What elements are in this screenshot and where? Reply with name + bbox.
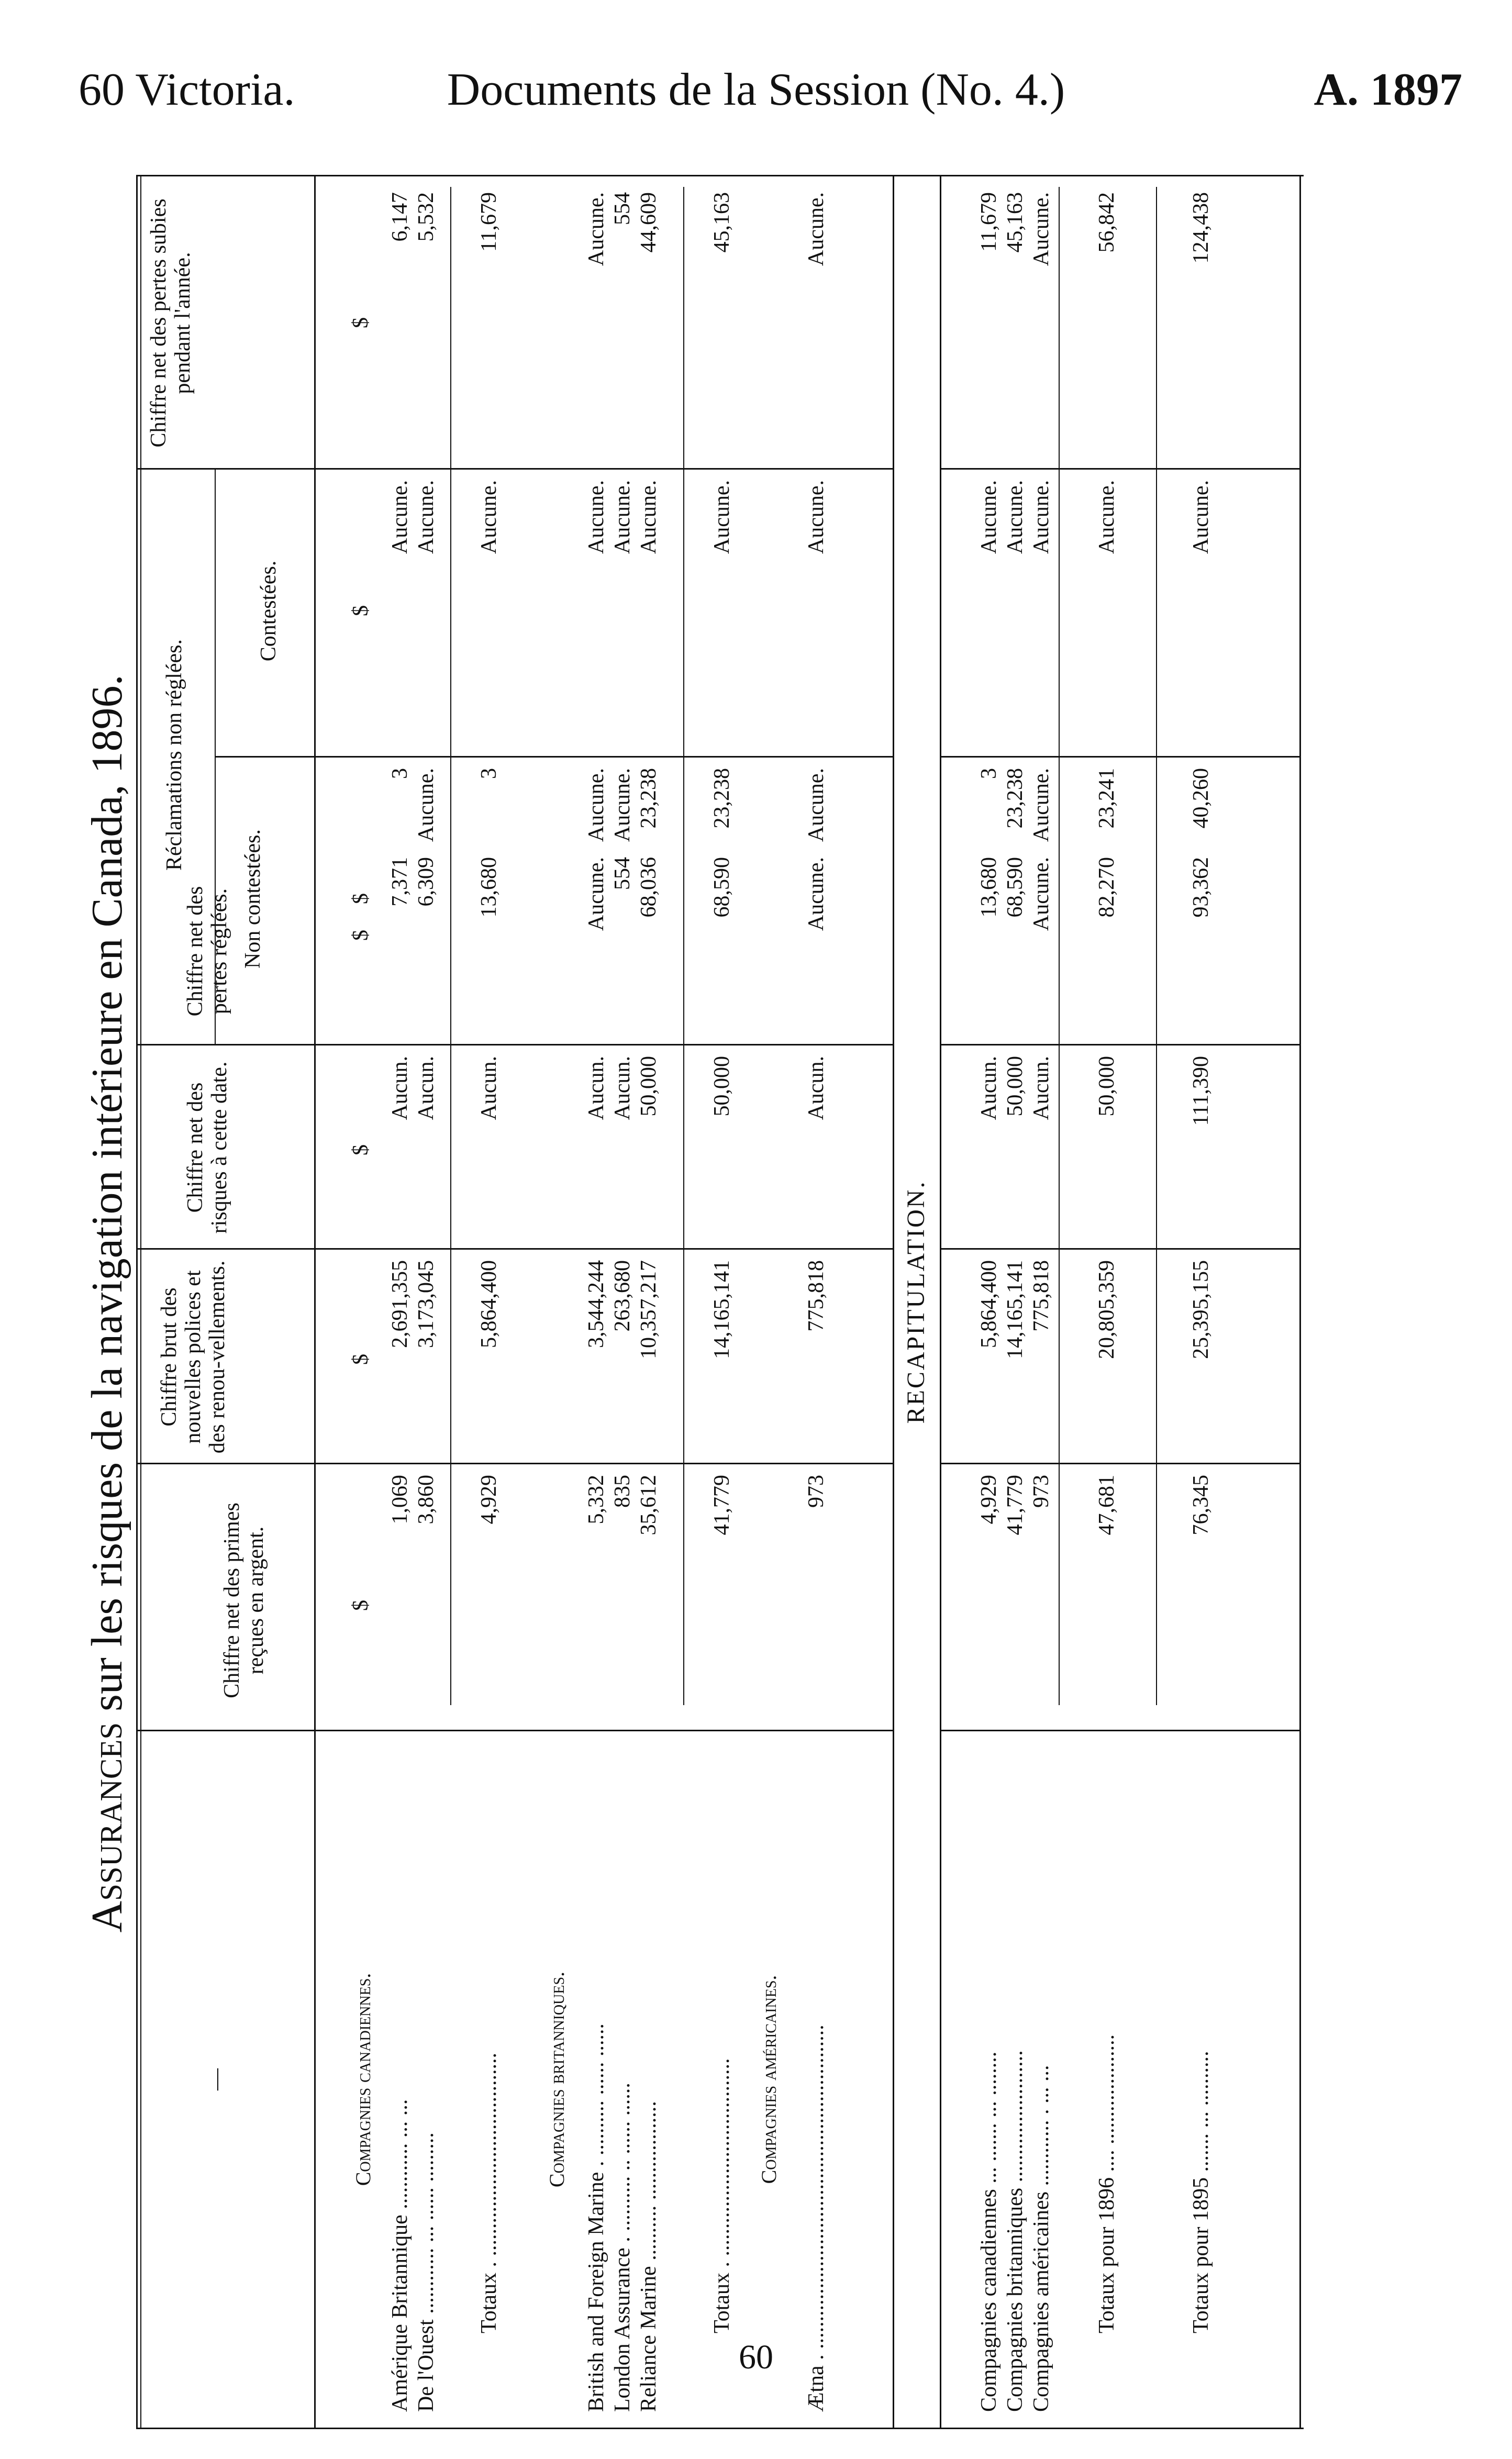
col-header-risques: Chiffre net des risques à cette date. bbox=[183, 1061, 231, 1234]
section-canadiennes: Compagnies canadiennes. bbox=[351, 1973, 375, 2186]
dot-leader: ....... ... .......... bbox=[1189, 2051, 1213, 2172]
cell-annee: 124,438 bbox=[1189, 192, 1213, 264]
page-number: 60 bbox=[739, 2338, 773, 2376]
cell-cont: Aucune. bbox=[414, 480, 438, 554]
col-rule-5 bbox=[215, 756, 893, 758]
col-header-pertes-annee: Chiffre net des pertes subies pendant l'année. bbox=[147, 198, 195, 448]
cell-cont: Aucune. bbox=[710, 480, 734, 554]
cell-noncont: 23,241 bbox=[1095, 768, 1119, 829]
currency-non-contestees: $ bbox=[349, 893, 373, 904]
cell-noncont: Aucune. bbox=[1029, 768, 1053, 842]
cell-annee: Aucune. bbox=[584, 192, 608, 266]
row-label-text: Compagnies américaines bbox=[1029, 2191, 1053, 2412]
rule-bottom bbox=[1299, 176, 1301, 2428]
cell-primes: 76,345 bbox=[1189, 1475, 1213, 1536]
dot-leader: . ..................................... bbox=[477, 2052, 501, 2267]
cell-primes: 47,681 bbox=[1095, 1475, 1119, 1536]
row-label-text: Compagnies britanniques bbox=[1003, 2187, 1027, 2412]
cell-risques: Aucun. bbox=[977, 1056, 1001, 1120]
cell-pertes: Aucune. bbox=[1029, 857, 1053, 931]
cell-primes: 35,612 bbox=[637, 1475, 661, 1536]
cell-cont: Aucune. bbox=[1003, 480, 1027, 554]
cell-noncont: Aucune. bbox=[414, 768, 438, 842]
dot-leader: . ........................................................... bbox=[804, 2024, 828, 2360]
cell-cont: Aucune. bbox=[610, 480, 635, 554]
cell-pertes: 13,680 bbox=[977, 857, 1001, 918]
col-header-primes: Chiffre net des primes reçues en argent. bbox=[220, 1503, 268, 1698]
currency-primes: $ bbox=[349, 1600, 373, 1611]
cell-annee: 554 bbox=[610, 192, 635, 225]
row-label-text: Ætna bbox=[804, 2365, 828, 2412]
col-header-reclamations: Réclamations non réglées. bbox=[162, 639, 186, 871]
cell-cont: Aucune. bbox=[1189, 480, 1213, 554]
cell-polices: 5,864,400 bbox=[477, 1260, 501, 1348]
cell-polices: 775,818 bbox=[1029, 1260, 1053, 1332]
cell-noncont: 3 bbox=[388, 768, 412, 779]
row-label bbox=[1188, 2051, 1214, 2333]
rotated-table-page bbox=[79, 178, 1304, 2429]
section-recapitulation: RECAPITULATION. bbox=[902, 1180, 930, 1424]
cell-risques: Aucun. bbox=[584, 1056, 608, 1120]
cell-polices: 3,544,244 bbox=[584, 1260, 608, 1348]
cell-pertes: Aucune. bbox=[584, 857, 608, 931]
table-title-lead: Assurances bbox=[83, 1722, 131, 1933]
cell-primes: 835 bbox=[610, 1475, 635, 1508]
cell-polices: 25,395,155 bbox=[1189, 1260, 1213, 1359]
cell-pertes: 68,590 bbox=[1003, 857, 1027, 918]
cell-polices: 14,165,141 bbox=[710, 1260, 734, 1359]
cell-noncont: Aucune. bbox=[804, 768, 828, 842]
section-britanniques: Compagnies britanniques. bbox=[545, 1971, 569, 2188]
cell-primes: 41,779 bbox=[1003, 1475, 1027, 1536]
cell-pertes: 554 bbox=[610, 857, 635, 890]
cell-annee: 5,532 bbox=[414, 192, 438, 242]
cell-cont: Aucune. bbox=[804, 480, 828, 554]
cell-risques: 50,000 bbox=[637, 1056, 661, 1117]
cell-risques: Aucun. bbox=[388, 1056, 412, 1120]
cell-risques: 50,000 bbox=[710, 1056, 734, 1117]
cell-cont: Aucune. bbox=[977, 480, 1001, 554]
cell-polices: 14,165,141 bbox=[1003, 1260, 1027, 1359]
subtotal-rule-1896 bbox=[1156, 187, 1157, 1705]
cell-polices: 2,691,355 bbox=[388, 1260, 412, 1348]
insurance-table bbox=[136, 175, 1304, 2429]
cell-noncont: 23,238 bbox=[1003, 768, 1027, 829]
cell-risques: Aucun. bbox=[414, 1056, 438, 1120]
cell-cont: Aucune. bbox=[584, 480, 608, 554]
cell-annee: 44,609 bbox=[637, 192, 661, 253]
col-rule-3 bbox=[136, 1248, 893, 1250]
rule-header-bottom bbox=[314, 176, 316, 2428]
cell-annee: Aucune. bbox=[1029, 192, 1053, 266]
cell-pertes: 6,309 bbox=[414, 857, 438, 907]
cell-annee: 6,147 bbox=[388, 192, 412, 242]
cell-noncont: 40,260 bbox=[1189, 768, 1213, 829]
row-label-text: Totaux pour 1896 bbox=[1095, 2177, 1119, 2333]
row-label-text: British and Foreign Marine bbox=[584, 2172, 608, 2412]
dot-leader: ... ....... ... ........ bbox=[977, 2051, 1001, 2184]
col-rule-6 bbox=[136, 468, 893, 470]
cell-polices: 10,357,217 bbox=[637, 1260, 661, 1359]
cell-cont: Aucune. bbox=[1029, 480, 1053, 554]
cell-polices: 775,818 bbox=[804, 1260, 828, 1332]
cell-pertes: 68,036 bbox=[637, 857, 661, 918]
col-header-non-contestees: Non contestées. bbox=[241, 829, 265, 969]
cell-primes: 4,929 bbox=[477, 1475, 501, 1525]
cell-noncont: Aucune. bbox=[584, 768, 608, 842]
cell-primes: 4,929 bbox=[977, 1475, 1001, 1525]
cell-pertes: Aucune. bbox=[804, 857, 828, 931]
header-document-title: Documents de la Session (No. 4.) bbox=[447, 64, 1065, 115]
header-session-year: 60 Victoria. bbox=[79, 64, 295, 115]
table-title bbox=[79, 178, 136, 2429]
cell-pertes: 68,590 bbox=[710, 857, 734, 918]
row-label-text: Totaux pour 1895 bbox=[1189, 2177, 1213, 2333]
cell-polices: 5,864,400 bbox=[977, 1260, 1001, 1348]
cell-primes: 1,069 bbox=[388, 1475, 412, 1525]
subtotal-rule-can bbox=[450, 187, 451, 1705]
row-label-text: Amérique Britannique bbox=[388, 2215, 412, 2412]
col-header-polices: Chiffre brut des nouvelles polices et des renou-vellements. bbox=[157, 1260, 229, 1454]
dot-leader: .... .................... bbox=[1095, 2034, 1119, 2172]
row-label-text: De l'Ouest bbox=[414, 2319, 438, 2412]
cell-polices: 3,173,045 bbox=[414, 1260, 438, 1348]
dot-leader: ........................ bbox=[1003, 2050, 1027, 2183]
cell-annee: 56,842 bbox=[1095, 192, 1119, 253]
cell-risques: Aucun. bbox=[804, 1056, 828, 1120]
rule-recap-top bbox=[940, 176, 941, 2428]
cell-cont: Aucune. bbox=[637, 480, 661, 554]
subtotal-rule-brit bbox=[683, 187, 684, 1705]
cell-pertes: 13,680 bbox=[477, 857, 501, 918]
cell-cont: Aucune. bbox=[1095, 480, 1119, 554]
cell-annee: 11,679 bbox=[977, 192, 1001, 252]
cell-polices: 20,805,359 bbox=[1095, 1260, 1119, 1359]
col-rule-5b bbox=[940, 756, 1299, 758]
dot-leader: . .................................... bbox=[710, 2058, 734, 2267]
cell-cont: Aucune. bbox=[388, 480, 412, 554]
row-label bbox=[1094, 2034, 1119, 2333]
cell-primes: 5,332 bbox=[584, 1475, 608, 1525]
rule-section-bottom bbox=[893, 176, 894, 2428]
cell-primes: 3,860 bbox=[414, 1475, 438, 1525]
row-label bbox=[476, 2053, 502, 2333]
cell-noncont: 23,238 bbox=[637, 768, 661, 829]
row-label bbox=[709, 2058, 735, 2333]
dot-leader: . .......... ...... ...... bbox=[584, 2023, 608, 2167]
cell-risques: Aucun. bbox=[610, 1056, 635, 1120]
cell-pertes: 93,362 bbox=[1189, 857, 1213, 918]
col-rule-2 bbox=[136, 1463, 893, 1464]
rule-top-inner bbox=[140, 176, 141, 2428]
section-americaines: Compagnies américaines. bbox=[757, 1975, 781, 2184]
cell-risques: 111,390 bbox=[1189, 1056, 1213, 1126]
dot-leader: ............ . ... ... bbox=[1029, 2065, 1053, 2186]
cell-cont: Aucune. bbox=[477, 480, 501, 554]
col-header-pertes-reglees: Chiffre net des pertes réglées. bbox=[183, 886, 231, 1017]
cell-annee: 45,163 bbox=[1003, 192, 1027, 253]
cell-risques: 50,000 bbox=[1003, 1056, 1027, 1117]
cell-polices: 263,680 bbox=[610, 1260, 635, 1332]
cell-annee: Aucune. bbox=[804, 192, 828, 266]
cell-pertes: 7,371 bbox=[388, 857, 412, 907]
row-label-text: Totaux bbox=[477, 2272, 501, 2333]
dot-leader: .......... .................. bbox=[637, 2101, 661, 2261]
rule-top bbox=[136, 176, 138, 2428]
cell-annee: 11,679 bbox=[477, 192, 501, 252]
dot-leader: ............ ... ... bbox=[388, 2099, 412, 2209]
row-label-text: Compagnies canadiennes bbox=[977, 2189, 1001, 2412]
cell-risques: 50,000 bbox=[1095, 1056, 1119, 1117]
col-header-contestees: Contestées. bbox=[257, 560, 281, 662]
cell-risques: Aucun. bbox=[1029, 1056, 1053, 1120]
dot-leader: . .......... .. ...... ...... bbox=[610, 2083, 635, 2242]
row-label-text: Totaux bbox=[710, 2272, 734, 2333]
cell-primes: 41,779 bbox=[710, 1475, 734, 1536]
cell-noncont: 23,238 bbox=[710, 768, 734, 829]
currency-contestees: $ bbox=[349, 605, 373, 616]
row-label-text: Reliance Marine bbox=[637, 2266, 661, 2412]
currency-polices: $ bbox=[349, 1354, 373, 1365]
dot-leader: ............ ... ...... ......... bbox=[414, 2132, 438, 2314]
subtotal-rule-recap bbox=[1059, 187, 1060, 1705]
col-rule-4 bbox=[136, 1044, 893, 1045]
col-header-label: — bbox=[204, 2068, 228, 2090]
header-year-code: A. 1897 bbox=[1314, 64, 1462, 115]
cell-noncont: Aucune. bbox=[610, 768, 635, 842]
row-label-text: London Assurance bbox=[610, 2247, 635, 2412]
cell-noncont: 3 bbox=[477, 768, 501, 779]
currency-pertes-annee: $ bbox=[349, 317, 373, 328]
cell-noncont: 3 bbox=[977, 768, 1001, 779]
cell-primes: 973 bbox=[1029, 1475, 1053, 1508]
cell-risques: Aucun. bbox=[477, 1056, 501, 1120]
table-title-rest: sur les risques de la navigation intérieure en Canada, 1896. bbox=[83, 674, 131, 1722]
currency-pertes: $ bbox=[349, 930, 373, 941]
currency-risques: $ bbox=[349, 1144, 373, 1155]
cell-annee: 45,163 bbox=[710, 192, 734, 253]
col-rule-6b bbox=[940, 468, 1299, 470]
cell-primes: 973 bbox=[804, 1475, 828, 1508]
col-rule-1b bbox=[940, 1730, 1299, 1731]
cell-pertes: 82,270 bbox=[1095, 857, 1119, 918]
